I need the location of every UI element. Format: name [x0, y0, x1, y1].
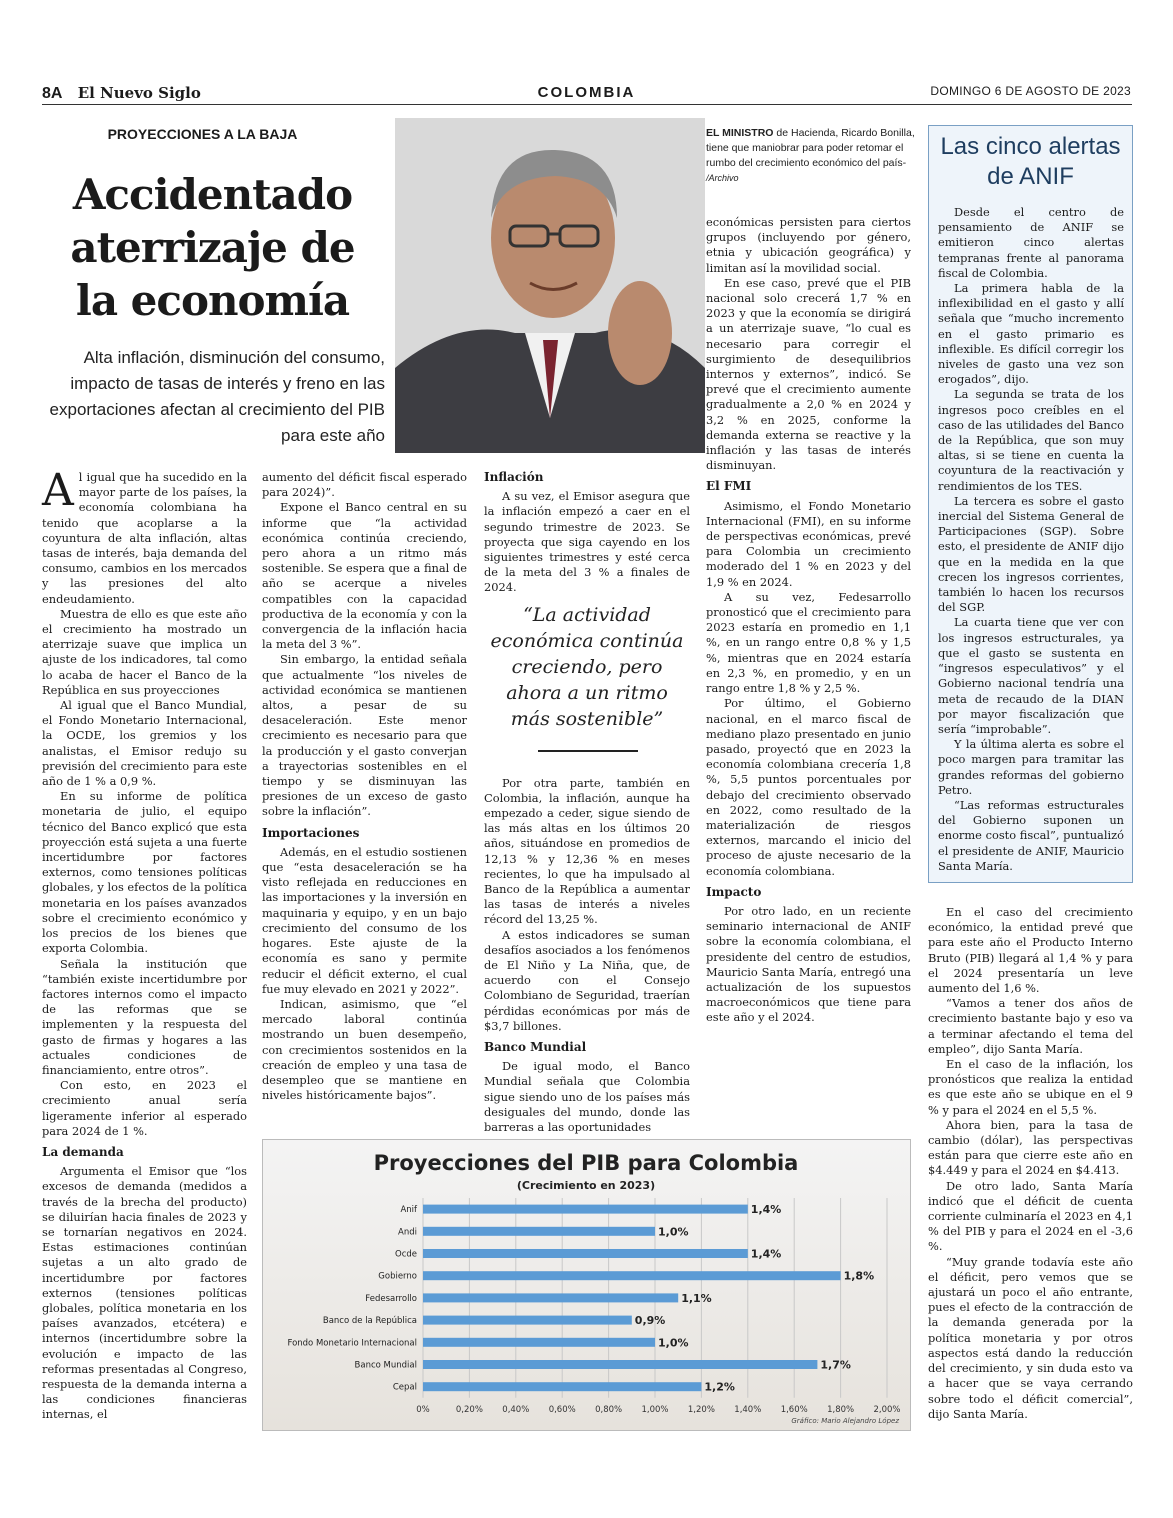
- photo-caption: [706, 126, 916, 186]
- paragraph: Argumenta el Emisor que “los excesos de demanda (medidos a través de la brecha del producto) se diluirían hacia finales de 2023 y se tornarían negativos en 2024. Estas estimaciones continúan sujetas a un alto grado de incertidumbre por factores externos (tensiones políticas globales, política monetaria en los países avanzados, etcétera) e internos (incertidumbre sobre la evolución e impacto de las reformas presentadas al Congreso, respuesta de la demanda interna a las condiciones financieras internas, el: [42, 1164, 247, 1422]
- chart-bars: [423, 1205, 841, 1392]
- chart-category-label: Gobierno: [378, 1271, 417, 1282]
- article-kicker: PROYECCIONES A LA BAJA: [107, 126, 298, 142]
- chart-category-label: Anif: [400, 1205, 417, 1216]
- chart-category-label: Cepal: [392, 1382, 417, 1393]
- chart-title: Proyecciones del PIB para Colombia: [373, 1151, 799, 1175]
- article-column-1: [42, 465, 247, 1423]
- chart-value-label: 1,7%: [820, 1358, 851, 1372]
- chart-category-label: Banco Mundial: [354, 1360, 417, 1371]
- sidebar-body: [938, 205, 1124, 874]
- section-subhead: El FMI: [706, 479, 752, 494]
- chart-x-tick-label: 0,60%: [548, 1404, 576, 1415]
- paragraph: aumento del déficit fiscal esperado para 2024)”.: [262, 470, 467, 500]
- chart-value-label: 1,4%: [750, 1247, 782, 1261]
- paragraph: A su vez, Fedesarrollo pronosticó que el crecimiento para 2023 estaría en promedio en 1,1 %, en un rango entre 0,8 % y 1,5 %, mientras que en 2024 estaría en 2,3 %, en promedio, y en un rango entre 1,8 % y 2,5 %.: [706, 589, 911, 696]
- paragraph: “Vamos a tener dos años de crecimiento bastante bajo y eso va a terminar afectando el tema del empleo”, dijo Santa María.: [928, 996, 1133, 1056]
- caption-text: de Hacienda, Ricardo Bonilla, tiene que maniobrar para poder retomar el rumbo del crecimiento económico del país-: [706, 127, 915, 169]
- chart-x-tick-label: 1,40%: [734, 1404, 762, 1415]
- section-subhead: La demanda: [42, 1144, 124, 1159]
- gdp-projections-chart: [262, 1139, 911, 1431]
- caption-credit: /Archivo: [706, 173, 739, 183]
- article-column-2: [262, 470, 467, 1103]
- chart-bar: [423, 1271, 841, 1280]
- section-subhead: Importaciones: [262, 825, 360, 840]
- sidebar-title-line: de ANIF: [987, 163, 1074, 190]
- chart-category-label: Fondo Monetario Internacional: [287, 1338, 417, 1349]
- chart-bar: [423, 1293, 678, 1302]
- newspaper-name: El Nuevo Siglo: [77, 84, 201, 102]
- paragraph: La cuarta tiene que ver con los ingresos estructurales, ya que el gasto se sustenta en “ingresos especulativos” y el Gobierno nacional tendría una meta de recaudo de la DIAN por mayor fiscalización que sería “improbable”.: [938, 615, 1124, 736]
- chart-svg: [263, 1140, 910, 1430]
- issue-date: DOMINGO 6 DE AGOSTO DE 2023: [930, 84, 1131, 98]
- paragraph: A su vez, el Emisor asegura que la inflación empezó a caer en el segundo trimestre de 2023. Se proyecta que siga cayendo en los siguientes trimestres y esté cerca de la meta del 3 % a finales de 2024.: [484, 489, 690, 595]
- chart-x-tick-label: 1,00%: [641, 1404, 669, 1415]
- section-subhead: Impacto: [706, 884, 762, 899]
- paragraph: “Las reformas estructurales del Gobierno suponen un enorme costo fiscal”, puntualizó el presidente de ANIF, Mauricio Santa María.: [938, 797, 1124, 873]
- chart-value-label: 0,9%: [634, 1314, 666, 1328]
- paragraph: La tercera es sobre el gasto inercial del Sistema General de Participaciones (SGP). Sobre esto, el presidente de ANIF dijo que en la medida en la que crecen los ingresos corrientes, también lo hacen los recursos del SGP.: [938, 493, 1124, 615]
- paragraph: En su informe de política monetaria de julio, el equipo técnico del Banco explicó que esta proyección está sujeta a una fuerte incertidumbre por factores externos, como tensiones políticas globales, y los efectos de la política monetaria en los países avanzados sobre el crecimiento económico y los precios de los bienes que exporta Colombia.: [42, 789, 247, 956]
- section-subhead: Banco Mundial: [484, 1040, 587, 1055]
- chart-bar: [423, 1382, 701, 1391]
- paragraph: “Muy grande todavía este año el déficit, pero vemos que se ajustará un poco el año entrante, pues el efecto de la contracción de la demanda generada por la política monetaria y por otros aspectos está dando la reducción del crecimiento, y sin duda esto va a hacer que se vaya cerrando sobre todo el déficit comercial”, dijo Santa María.: [928, 1254, 1133, 1421]
- chart-x-ticks: [416, 1405, 900, 1415]
- chart-x-tick-label: 1,60%: [780, 1404, 808, 1415]
- paragraph: Señala la institución que “también existe incertidumbre por factores internos como el impacto de las reformas que se implementen y la respuesta del gasto de firmas y hogares a las actuales condiciones de financiamiento, entre otros”.: [42, 956, 247, 1077]
- drop-cap: A: [42, 465, 74, 516]
- section-subhead: Inflación: [484, 470, 544, 484]
- article-column-3: [484, 470, 690, 1135]
- pull-quote: “La actividad económica continúa creciendo, pero ahora a un ritmo más sostenible”: [490, 604, 684, 730]
- caption-lead: EL MINISTRO: [706, 127, 774, 139]
- chart-bar: [423, 1205, 748, 1214]
- pull-quote-rule: [538, 750, 638, 752]
- chart-value-label: 1,0%: [658, 1225, 689, 1239]
- sidebar-title: [928, 132, 1133, 192]
- paragraph: A estos indicadores se suman desafíos asociados a los fenómenos de El Niño y La Niña, que, de acuerdo con el Consejo Colombiano de Seguridad, traerían pérdidas económicas por más de $3,7 billones.: [484, 927, 690, 1033]
- chart-value-label: 1,8%: [843, 1269, 875, 1283]
- paragraph: De otro lado, Santa María indicó que el déficit de cuenta corriente culminaría el 2023 en 4,1 % del PIB y para el 2024 en el -3,6 %.: [928, 1178, 1133, 1254]
- chart-x-tick-label: 0,20%: [455, 1404, 483, 1415]
- chart-x-tick-label: 0,40%: [502, 1404, 530, 1415]
- headline-line: Accidentado: [72, 170, 353, 219]
- chart-credit: Gráfico: Mario Alejandro López: [791, 1417, 899, 1425]
- paragraph: Y la última alerta es sobre el poco margen para tramitar las grandes reformas del gobierno Petro.: [938, 737, 1124, 797]
- chart-x-tick-label: 1,20%: [687, 1404, 715, 1415]
- paragraph: De igual modo, el Banco Mundial señala que Colombia sigue siendo uno de los países más desiguales del mundo, donde las barreras a las oportunidades: [484, 1059, 690, 1135]
- section-name: COLOMBIA: [537, 84, 636, 101]
- paragraph: Sin embargo, la entidad señala que actualmente “los niveles de actividad económica se mantienen altos, a pesar de su desaceleración. Este menor crecimiento es necesario para que la producción y el gasto converjan a trayectorias sostenibles en el tiempo y se disminuyan las presiones de un exceso de gasto sobre la inflación”.: [262, 652, 467, 819]
- chart-subtitle: (Crecimiento en 2023): [516, 1179, 656, 1192]
- chart-x-tick-label: 1,80%: [827, 1404, 855, 1415]
- chart-bar: [423, 1338, 655, 1347]
- minister-photo: [395, 118, 705, 453]
- article-subheadline: Alta inflación, disminución del consumo, impacto de tasas de interés y freno en las exportaciones afectan al crecimiento del PIB para este año: [49, 348, 385, 445]
- paragraph: En el caso de la inflación, los pronósticos que realiza la entidad es que este año se ubique en el 9 % y para el 2024 en el 5,5 %.: [928, 1057, 1133, 1117]
- chart-bar: [423, 1316, 632, 1325]
- paragraph: l igual que ha sucedido en la mayor parte de los países, la economía colombiana ha tenido que acoplarse a la coyuntura de alta inflación, altas tasas de interés, baja demanda del consumo, cambios en los mercados y las presiones del alto endeudamiento.: [42, 470, 247, 606]
- portrait-illustration: [395, 118, 705, 453]
- paragraph: Además, en el estudio sostienen que “esta desaceleración se ha visto reflejada en reducciones en las importaciones y la inversión en maquinaria y equipo, y en un bajo crecimiento del consumo de los hogares. Este ajuste de la economía es sano y permite reducir el déficit externo, el cual fue muy elevado en 2021 y 2022”.: [262, 844, 467, 996]
- chart-value-label: 1,4%: [750, 1203, 782, 1217]
- chart-category-labels: [287, 1205, 418, 1393]
- paragraph: Por otra parte, también en Colombia, la inflación, aunque ha empezado a ceder, sigue siendo de las más altas en los últimos 20 años, situándose en promedios de 12,13 % y 12,36 % en meses recientes, lo que ha impulsado al Banco de la República a aumentar las tasas de interés a niveles récord del 13,25 %.: [484, 775, 690, 927]
- article-column-4: [706, 215, 911, 1026]
- paragraph: En el caso del crecimiento económico, la entidad prevé que para este año el Producto Interno Bruto (PIB) llegará al 1,4 % y para el 2024 presentaría un leve aumento del 1,6 %.: [928, 905, 1133, 996]
- paragraph: En ese caso, prevé que el PIB nacional solo crecerá 1,7 % en 2023 y que la economía se dirigirá a un aterrizaje suave, “lo cual es necesario para corregir el surgimiento de desequilibrios internos y externos”, indicó. Se prevé que el crecimiento aumente gradualmente a 2,0 % en 2024 y 3,2 % en 2025, conforme la demanda externa se reactive y la inflación y las tasas de interés disminuyan.: [706, 275, 911, 473]
- paragraph: La segunda se trata de los ingresos poco creíbles en el caso de las utilidades del Banco de la República, que son muy altas, si se tiene en cuenta la coyuntura de la reactivación y rendimientos de los TES.: [938, 387, 1124, 493]
- paragraph: Muestra de ello es que este año el crecimiento ha mostrado un aterrizaje suave que implica un ajuste de los indicadores, tal como lo acaba de hacer el Banco de la República en sus proyecciones: [42, 606, 247, 697]
- paragraph: Indican, asimismo, que “el mercado laboral continúa mostrando un buen desempeño, con crecimientos sostenidos en la creación de empleo y una tasa de desempleo que se mantiene en niveles históricamente bajos”.: [262, 996, 467, 1103]
- paragraph: Desde el centro de pensamiento de ANIF se emitieron cinco alertas tempranas frente al panorama fiscal de Colombia.: [938, 205, 1124, 280]
- headline-line: aterrizaje de: [70, 223, 355, 272]
- paragraph: Por último, el Gobierno nacional, en el marco fiscal de mediano plazo presentado en junio pasado, proyectó que en 2023 la economía colombiana crecería 1,8 %, 5,5 puntos porcentuales por debajo del crecimiento observado en 2022, como resultado de la materialización de riesgos externos, marcando el inicio del proceso de ajuste necesario de la economía colombiana.: [706, 696, 911, 878]
- sidebar-title-line: Las cinco alertas: [940, 133, 1121, 160]
- chart-category-label: Andi: [398, 1227, 417, 1238]
- chart-x-tick-label: 0%: [416, 1404, 430, 1415]
- chart-value-label: 1,1%: [681, 1291, 712, 1305]
- page-number: 8A: [42, 85, 63, 102]
- chart-category-label: Ocde: [395, 1249, 417, 1260]
- chart-bar: [423, 1227, 655, 1236]
- chart-bar: [423, 1360, 817, 1369]
- article-headline: [40, 168, 385, 327]
- chart-category-label: Fedesarrollo: [365, 1293, 417, 1304]
- paragraph: Expone el Banco central en su informe que “la actividad económica continúa creciendo, pero ahora a un ritmo más sostenible. Se espera que a final de año se acerque a niveles compatibles con la capacidad productiva de la economía y con la convergencia de la inflación hacia la meta del 3 %”.: [262, 500, 467, 652]
- chart-value-label: 1,0%: [658, 1336, 689, 1350]
- chart-bar: [423, 1249, 748, 1258]
- paragraph: Con esto, en 2023 el crecimiento anual sería ligeramente inferior al esperado para 2024 de 1 %.: [42, 1078, 247, 1138]
- headline-line: la economía: [75, 276, 350, 325]
- chart-category-label: Banco de la República: [322, 1316, 417, 1327]
- paragraph: Por otro lado, en un reciente seminario internacional de ANIF sobre la economía colombiana, el presidente del centro de estudios, Mauricio Santa María, entregó una actualización de los supuestos macroeconómicos que tiene para este año y el 2024.: [706, 903, 911, 1025]
- paragraph: Asimismo, el Fondo Monetario Internacional (FMI), en su informe de perspectivas económicas, prevé para Colombia un crecimiento moderado del 1 % en 2023 y del 1,9 % en 2024.: [706, 498, 911, 589]
- paragraph: económicas persisten para ciertos grupos (incluyendo por género, etnia y ubicación geográfica) y limitan así la movilidad social.: [706, 215, 911, 275]
- chart-value-label: 1,2%: [704, 1380, 735, 1394]
- chart-x-tick-label: 2,00%: [873, 1404, 901, 1415]
- paragraph: Ahora bien, para la tasa de cambio (dólar), las perspectivas están para que cierre este año en $4.449 y para el 2024 en $4.413.: [928, 1117, 1133, 1178]
- paragraph: La primera habla de la inflexibilidad en el gasto y allí señala que “mucho incremento en el gasto primario es inflexible. Es difícil corregir los niveles de gasto una vez son erogados”, dijo.: [938, 281, 1124, 387]
- header-rule: [42, 104, 1132, 105]
- chart-x-tick-label: 0,80%: [595, 1404, 623, 1415]
- article-column-5: [928, 905, 1133, 1422]
- paragraph: Al igual que el Banco Mundial, el Fondo Monetario Internacional, la OCDE, los gremios y los analistas, el Emisor redujo su previsión del crecimiento para este año de 1 % a 0,9 %.: [42, 698, 247, 789]
